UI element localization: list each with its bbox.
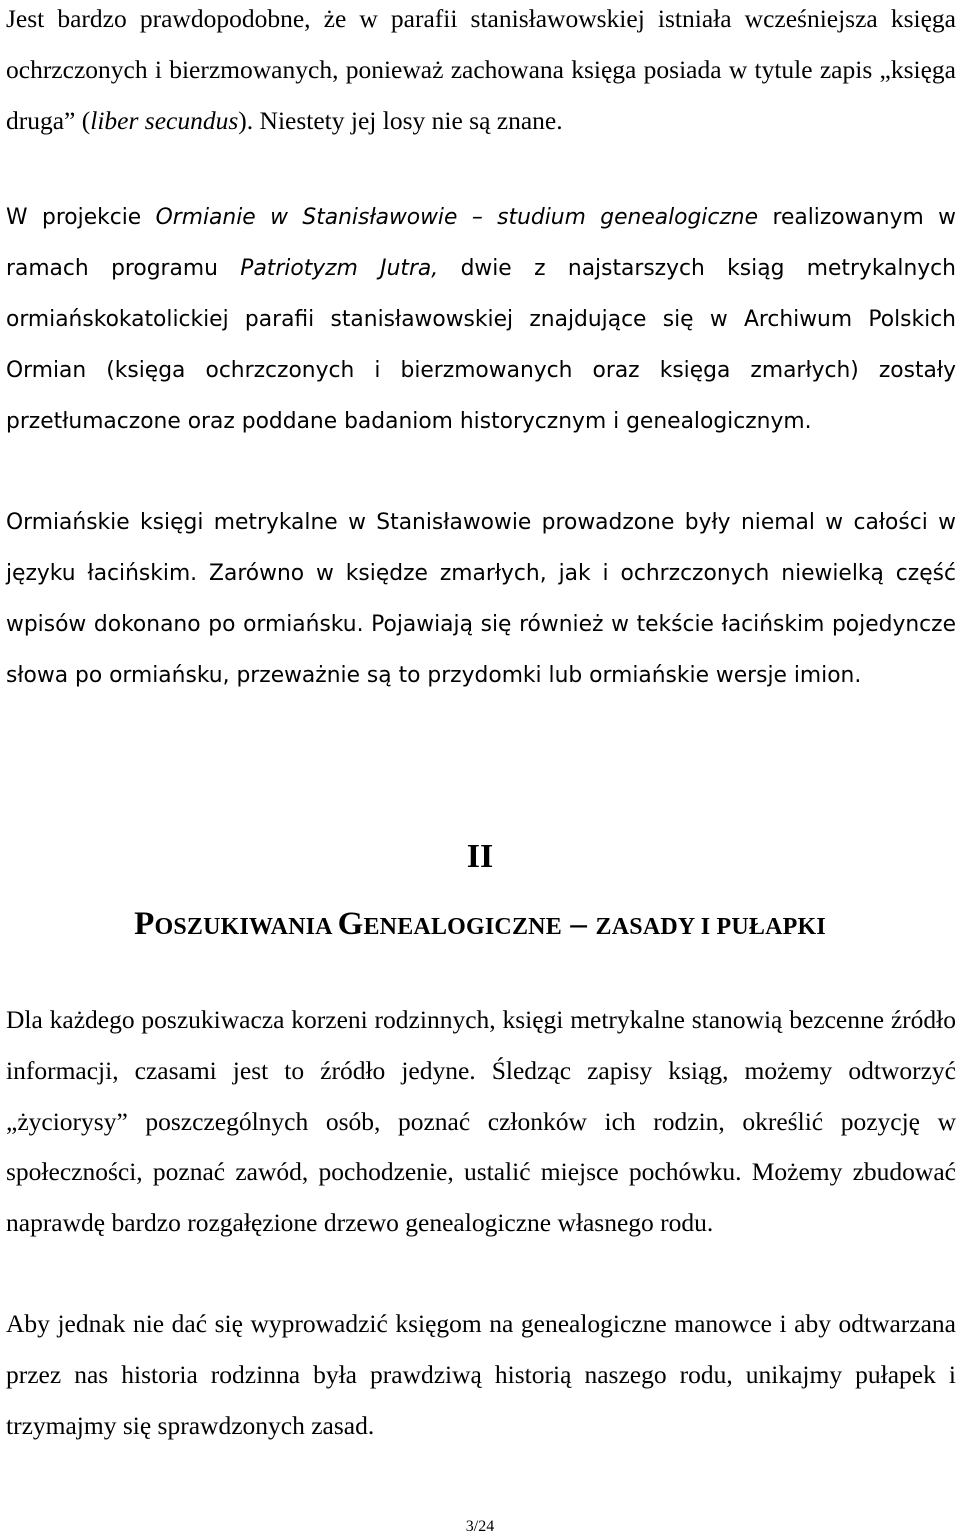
- italic-text-run: Patriotyzm Jutra,: [240, 256, 439, 281]
- text-run: W projekcie: [6, 205, 156, 230]
- text-run: Dla każdego poszukiwacza korzeni rodzinnych, księgi metrykalne stanowią bezcenne źródło informacji, czasami jest to źródło jedyne. Śledząc zapisy ksiąg, możemy odtworzyć „życiorysy” poszczególnych osób, poznać członków ich rodzin, określić pozycję w społeczności, poznać zawód, pochodzenie, ustalić miejsce pochówku. Możemy zbudować naprawdę bardzo rozgałęzione drzewo genealogiczne własnego rodu.: [6, 1005, 956, 1238]
- chapter-title: [0, 902, 960, 949]
- chapter-title-part: ENEALOGICZNE: [363, 914, 562, 940]
- chapter-title-part: G: [337, 906, 364, 942]
- text-run: Aby jednak nie dać się wyprowadzić księgom na genealogiczne manowce i aby odtwarzana przez nas historia rodzinna była prawdziwą historią naszego rodu, unikajmy pułapek i trzymajmy się sprawdzonych zasad.: [6, 1309, 956, 1440]
- text-run: Ormiańskie księgi metrykalne w Stanisławowie prowadzone były niemal w całości w języku łacińskim.: [6, 510, 956, 586]
- chapter-title-part: OSZUKIWANIA: [154, 914, 338, 940]
- italic-text-run: Ormianie w Stanisławowie – studium genealogiczne: [155, 205, 759, 230]
- text-run: Jest bardzo prawdopodobne, że w parafii stanisławowskiej istniała wcześniejsza księga ochrzczonych i bierzmowanych, ponieważ zachowana księga posiada w tytule zapis „księga druga” (: [6, 4, 956, 135]
- text-run: ). Niestety jej losy nie są znane.: [238, 105, 563, 135]
- text-run: dwie z najstarszych ksiąg metrykalnych ormiańskokatolickiej parafii stanisławowskiej znajdujące się w Archiwum Polskich Ormian (księga ochrzczonych i bierzmowanych oraz księga zmarłych) zostały przetłumaczone oraz poddane badaniom historycznym i genealogicznym.: [6, 256, 956, 434]
- page-number: 3/24: [465, 1518, 495, 1535]
- text-run: Zarówno w księdze zmarłych, jak i ochrzczonych niewielką część wpisów dokonano po ormiańsku. Pojawiają się również w tekście łacińskim pojedyncze słowa po ormiańsku, przeważnie są to przydomki lub ormiańskie wersje imion.: [6, 561, 956, 688]
- chapter-title-part: ZASADY I PUŁAPKI: [595, 914, 826, 940]
- paragraph: [6, 995, 956, 1249]
- paragraph: [6, 497, 956, 701]
- paragraph: [6, 192, 956, 447]
- chapter-title-part: P: [134, 906, 155, 942]
- chapter-title-part: –: [561, 906, 596, 942]
- paragraph: [6, 1299, 956, 1451]
- paragraph: [6, 0, 956, 146]
- italic-text-run: liber secundus: [90, 105, 239, 135]
- chapter-number: II: [466, 838, 494, 875]
- text-run: realizowanym w ramach programu: [6, 205, 956, 281]
